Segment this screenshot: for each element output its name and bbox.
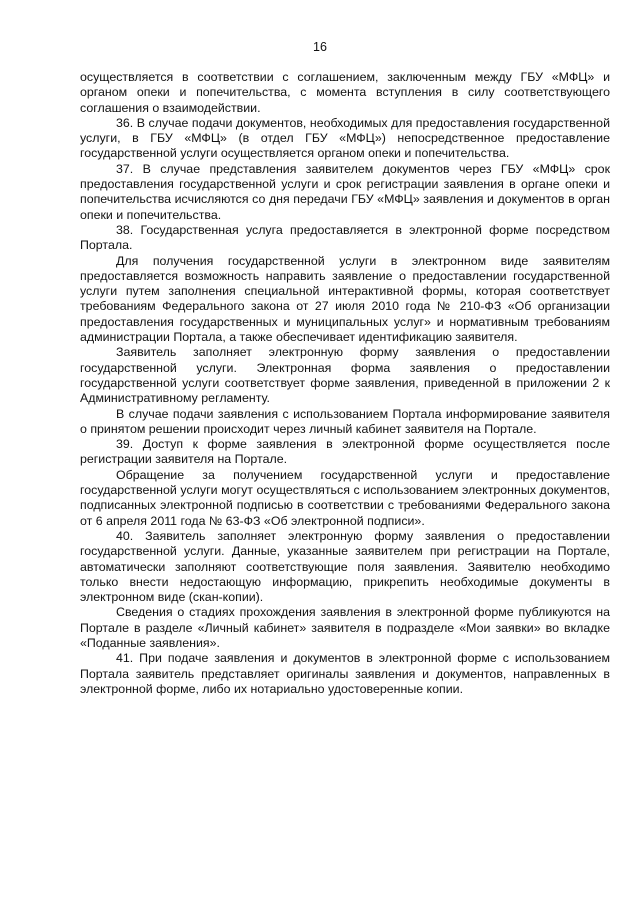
paragraph-41: 41. При подаче заявления и документов в электронной форме с использованием Портала заявитель представляет оригиналы заявления и документов, направленных в электронной форме, либо их нотариально удостоверенные копии. bbox=[80, 651, 610, 696]
paragraph-38-notification: В случае подачи заявления с использованием Портала информирование заявителя о принятом решении происходит через личный кабинет заявителя на Портале. bbox=[80, 406, 610, 436]
paragraph-36: 36. В случае подачи документов, необходимых для предоставления государственной услуги, в ГБУ «МФЦ» (в отдел ГБУ «МФЦ») непосредственное предоставление государственной услуги осуществляется органом опеки и попечительства. bbox=[80, 115, 610, 161]
paragraph-39-electronic-signature: Обращение за получением государственной услуги и предоставление государственной услуги могут осуществляться с использованием электронных документов, подписанных электронной подписью в соответствии с требованиями Федерального закона от 6 апреля 2011 года № 63-ФЗ «Об электронной подписи». bbox=[80, 467, 610, 528]
paragraph-38-electronic-application: Для получения государственной услуги в электронном виде заявителям предоставляется возможность направить заявление о предоставлении государственной услуги путем заполнения специальной интерактивной формы, которая соответствует требованиям Федерального закона от 27 июля 2010 года № 210-ФЗ «Об организации предоставления государственных и муниципальных услуг» и нормативным требованиям администрации Портала, а также обеспечивает идентификацию заявителя. bbox=[80, 253, 610, 345]
paragraph-38-form-filling: Заявитель заполняет электронную форму заявления о предоставлении государственной услуги. Электронная форма заявления о предоставлении государственной услуги соответствует форме заявления, приведенной в приложении 2 к Административному регламенту. bbox=[80, 345, 610, 406]
paragraph-39: 39. Доступ к форме заявления в электронной форме осуществляется после регистрации заявителя на Портале. bbox=[80, 437, 610, 467]
document-body bbox=[80, 70, 610, 697]
paragraph-continuation: осуществляется в соответствии с соглашением, заключенным между ГБУ «МФЦ» и органом опеки и попечительства, с момента вступления в силу соответствующего соглашения о взаимодействии. bbox=[80, 70, 610, 115]
paragraph-37: 37. В случае представления заявителем документов через ГБУ «МФЦ» срок предоставления государственной услуги и срок регистрации заявления в органе опеки и попечительства исчисляются со дня передачи ГБУ «МФЦ» заявления и документов в орган опеки и попечительства. bbox=[80, 161, 610, 222]
paragraph-38: 38. Государственная услуга предоставляется в электронной форме посредством Портала. bbox=[80, 222, 610, 253]
paragraph-40: 40. Заявитель заполняет электронную форму заявления о предоставлении государственной услуги. Данные, указанные заявителем при регистрации на Портале, автоматически заполняют соответствующие поля заявления. Заявителю необходимо только внести недостающую информацию, прикрепить необходимые документы в электронном виде (скан-копии). bbox=[80, 528, 610, 605]
page-number: 16 bbox=[313, 40, 327, 54]
paragraph-40-status-tracking: Сведения о стадиях прохождения заявления в электронной форме публикуются на Портале в разделе «Личный кабинет» заявителя в подразделе «Мои заявки» во вкладке «Поданные заявления». bbox=[80, 605, 610, 650]
